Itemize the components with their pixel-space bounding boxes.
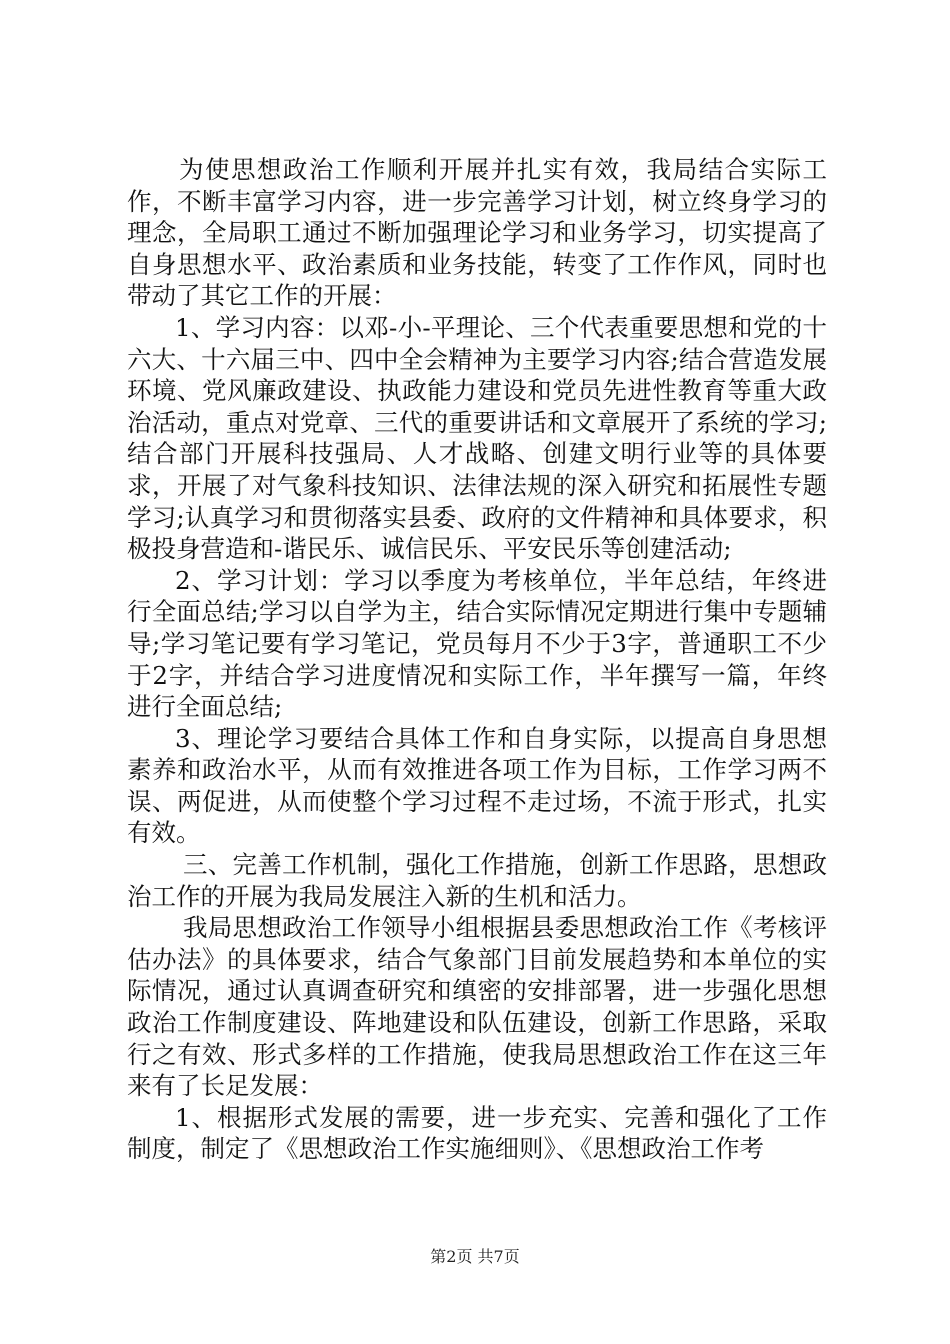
paragraph-study-plan: 2、学习计划：学习以季度为考核单位，半年总结，年终进行全面总结;学习以自学为主，结合实际情况定期进行集中专题辅导;学习笔记要有学习笔记，党员每月不少于3字，普通职工不少于2字，并结合学习进度情况和实际工作，半年撰写一篇，年终进行全面总结; (127, 565, 827, 722)
paragraph-theory-study: 3、理论学习要结合具体工作和自身实际，以提高自身思想素养和政治水平，从而有效推进各项工作为目标，工作学习两不误、两促进，从而使整个学习过程不走过场，不流于形式，扎实有效。 (127, 723, 827, 848)
paragraph-leadership-group: 我局思想政治工作领导小组根据县委思想政治工作《考核评估办法》的具体要求，结合气象部门目前发展趋势和本单位的实际情况，通过认真调查研究和缜密的安排部署，进一步强化思想政治工作制度建设、阵地建设和队伍建设，创新工作思路，采取行之有效、形式多样的工作措施，使我局思想政治工作在这三年来有了长足发展： (127, 913, 827, 1101)
document-body (127, 154, 827, 1165)
section-heading-three: 三、完善工作机制，强化工作措施，创新工作思路，思想政治工作的开展为我局发展注入新的生机和活力。 (127, 850, 827, 911)
paragraph-intro: 为使思想政治工作顺利开展并扎实有效，我局结合实际工作，不断丰富学习内容，进一步完善学习计划，树立终身学习的理念，全局职工通过不断加强理论学习和业务学习，切实提高了自身思想水平、政治素质和业务技能，转变了工作作风，同时也带动了其它工作的开展： (127, 155, 827, 311)
paragraph-work-system: 1、根据形式发展的需要，进一步充实、完善和强化了工作制度，制定了《思想政治工作实施细则》、《思想政治工作考 (127, 1102, 827, 1164)
paragraph-study-content: 1、学习内容：以邓-小-平理论、三个代表重要思想和党的十六大、十六届三中、四中全会精神为主要学习内容;结合营造发展环境、党风廉政建设、执政能力建设和党员先进性教育等重大政治活动，重点对党章、三代的重要讲话和文章展开了系统的学习;结合部门开展科技强局、人才战略、创建文明行业等的具体要求，开展了对气象科技知识、法律法规的深入研究和拓展性专题学习;认真学习和贯彻落实县委、政府的文件精神和具体要求，积极投身营造和-谐民乐、诚信民乐、平安民乐等创建活动; (127, 312, 827, 564)
page-number: 第2页 共7页 (430, 1247, 520, 1266)
